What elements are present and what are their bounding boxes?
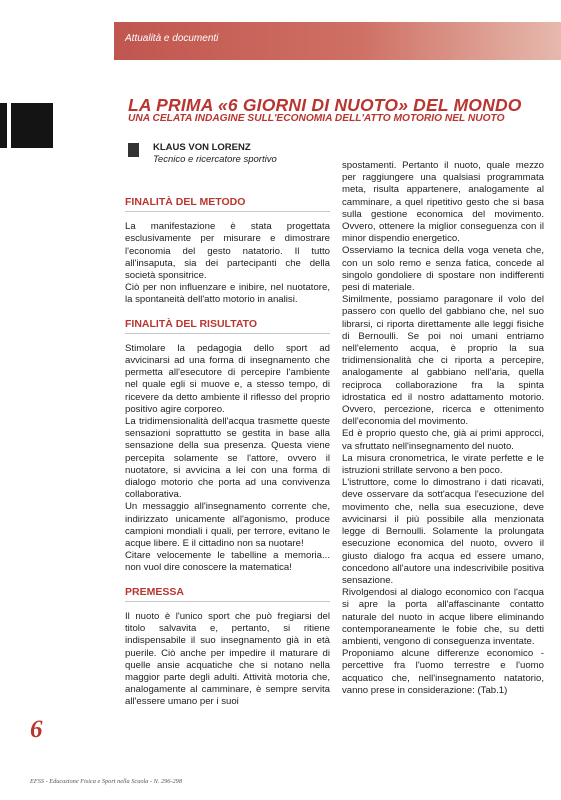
paragraph: Osserviamo la tecnica della voga veneta che, con un solo remo e senza fatica, concede al singolo gondoliere di spostare non indifferenti pesi di materiale. — [342, 245, 544, 294]
section-divider — [125, 211, 330, 212]
paragraph: Il nuoto è l'unico sport che può fregiarsi del titolo salvavita e, pertanto, si ritiene indispensabile il suo insegnamento già in età puerile. Ciò anche per impedire il maturare di quelle ansie acquatiche che si notano nella maggior parte degli adulti. Attività motoria che, analogamente al camminare, è sempre servita all'essere umano per i suoi — [125, 610, 330, 708]
paragraph: Rivolgendosi al dialogo economico con l'acqua si apre la porta all'affascinante contatto naturale del nuoto in acque libere eliminando contemporaneamente le fobie che, su detti ambienti, vengono di conseguenza inventate. — [342, 587, 544, 647]
decorative-side-bar-stripe — [7, 103, 11, 148]
paragraph: La tridimensionalità dell'acqua trasmette queste sensazioni soprattutto se gestita in base alla sensazione della sua presenza. Questa viene percepita solamente se l'attore, ovvero il nuotatore, si avvicina a lei con una forma di dialogo motorio che porta ad una convivenza collaborativa. — [125, 416, 330, 501]
section-divider — [125, 333, 330, 334]
paragraph: La manifestazione è stata progettata esclusivamente per misurare e dimostrare l'economia del gesto natatorio. Il tutto all'insaputa, sia dei partecipanti che della società sponsitrice. — [125, 221, 330, 282]
paragraph: Citare velocemente le tabelline a memoria... non vuol dire conoscere la matematica! — [125, 550, 330, 574]
author-marker — [128, 143, 139, 157]
paragraph: Similmente, possiamo paragonare il volo del passero con quello del gabbiano che, nel suo librarsi, ci riporta direttamente alle leggi fisiche di Bernoulli. Se poi noi umani entriamo nell'elemento acqua, è proprio la sua tridimensionalità che ci riporta a percepire, analogamente al gabbiano nell'aria, quella reciproca collaborazione fra la spinta idrostatica ed il nostro adattamento motorio. Ovvero, percezione, ricerca e ottenimento dell'economia del movimento. — [342, 294, 544, 428]
page-number: 6 — [30, 716, 43, 743]
author-role: Tecnico e ricercatore sportivo — [153, 154, 277, 165]
section-heading: FINALITÀ DEL RISULTATO — [125, 317, 258, 330]
paragraph: Ed è proprio questo che, già ai primi approcci, va sfruttato nell'insegnamento del nuoto. — [342, 428, 544, 452]
paragraph: Un messaggio all'insegnamento corrente che, indirizzato unicamente all'agonismo, produce campioni mondiali i quali, per terrore, evitano le acque libere. E il cittadino non sa nuotare! — [125, 501, 330, 550]
paragraph: Stimolare la pedagogia dello sport ad avvicinarsi ad una forma di insegnamento che permetta all'esecutore di percepire l'ambiente nel quale egli si muove e, a stesso tempo, di ricevere da detto ambiente il riflesso del proprio positivo agire corporeo. — [125, 342, 330, 415]
author-name: KLAUS VON LORENZ — [153, 142, 251, 153]
section-divider — [125, 601, 330, 602]
paragraph: Proponiamo alcune differenze economico - percettive fra l'uomo terrestre e l'uomo acquatico che, nell'insegnamento natatorio, vanno prese in considerazione: (Tab.1) — [342, 648, 544, 696]
article-subtitle: UNA CELATA INDAGINE SULL'ECONOMIA DELL'ATTO MOTORIO NEL NUOTO — [128, 113, 505, 124]
text-column-right — [342, 160, 544, 697]
text-column-left — [125, 196, 330, 709]
article-title: LA PRIMA «6 GIORNI DI NUOTO» DEL MONDO — [128, 95, 522, 115]
paragraph: La misura cronometrica, le virate perfette e le istruzioni strillate servono a ben poco. — [342, 452, 544, 477]
paragraph: Ciò per non influenzare e inibire, nel nuotatore, la spontaneità dell'atto motorio in analisi. — [125, 282, 330, 306]
paragraph: spostamenti. Pertanto il nuoto, quale mezzo per raggiungere una qualsiasi programmata meta, risulta appartenere, analogamente al camminare, a quel ripetitivo gesto che si basa sulla gestione economica del movimento. Ovvero, ottenere la miglior conseguenza con il minor dispendio energetico. — [342, 160, 544, 245]
section-heading: FINALITÀ DEL METODO — [125, 196, 246, 208]
section-heading: PREMESSA — [125, 585, 184, 598]
page-footer: EFSS - Educazione Fisica e Sport nella Scuola - N. 296-298 — [30, 778, 182, 785]
paragraph: L'istruttore, come lo dimostrano i dati ricavati, deve osservare da sott'acqua l'esecuzione del movimento che, nella sua esecuzione, deve avvicinarsi il più possibile alla menzionata legge di Bernoulli. Solamente la prolungata esecuzione economica del nuoto, ovvero il giusto dialogo fra acqua ed essere umano, concedono all'autore una indescrivibile positiva sensazione. — [342, 477, 544, 586]
section-tag: Attualità e documenti — [125, 33, 219, 44]
